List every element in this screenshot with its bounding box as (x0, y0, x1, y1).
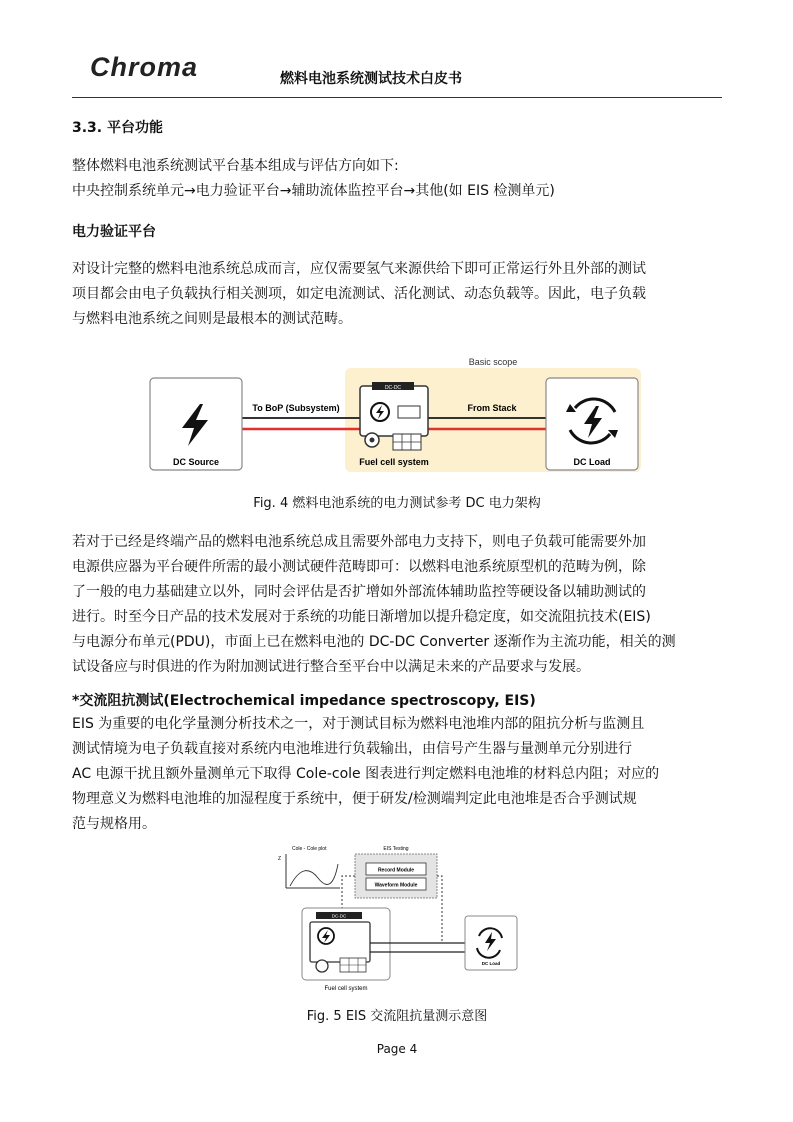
section-intro (72, 154, 722, 204)
figure-4-diagram (148, 352, 648, 482)
waveform-module-label: Waveform Module (374, 882, 418, 889)
power-paragraph (72, 257, 722, 332)
dc-load-label: DC Load (481, 961, 501, 966)
dotted-link-left (342, 876, 355, 908)
paragraph-line: 测试情境为电子负载直接对系统内电池堆进行负载输出，由信号产生器与量测单元分别进行 (72, 741, 632, 757)
dc-source-label: DC Source (172, 457, 220, 467)
to-bop-label: To BoP (Subsystem) (252, 403, 340, 413)
fuel-cell-label: Fuel cell system (359, 457, 429, 467)
dotted-link-right (437, 876, 442, 943)
paragraph-line: 项目都会由电子负载执行相关测项，如定电流测试、活化测试、动态负载等。因此，电子负载 (72, 286, 646, 302)
section-heading: 3.3. 平台功能 (72, 120, 163, 136)
fan-icon (316, 960, 328, 972)
document-title: 燃料电池系统测试技术白皮书 (280, 71, 462, 87)
paragraph-line: 对设计完整的燃料电池系统总成而言，应仅需要氢气来源供给下即可正常运行外且外部的测试 (72, 261, 646, 277)
eis-testing-box (355, 854, 437, 898)
header-divider (72, 97, 722, 98)
paragraph-line: 若对于已经是终端产品的燃料电池系统总成且需要外部电力支持下，则电子负载可能需要外加 (72, 534, 646, 550)
end-product-paragraph (72, 530, 722, 680)
from-stack-label: From Stack (467, 403, 517, 413)
paragraph-line: 进行。时至今日产品的技术发展对于系统的功能日渐增加以提升稳定度，如交流阻抗技术(EIS) (72, 609, 651, 625)
paragraph-line: 了一般的电力基础建立以外，同时会评估是否扩增如外部流体辅助监控等硬设备以辅助测试的 (72, 584, 646, 600)
cole-plot-label: Cole - Cole plot (292, 846, 327, 852)
page-number: Page 4 (376, 1042, 418, 1056)
intro-line: 整体燃料电池系统测试平台基本组成与评估方向如下: (72, 158, 399, 174)
intro-line: 中央控制系统单元→电力验证平台→辅助流体监控平台→其他(如 EIS 检测单元) (72, 183, 555, 199)
dcdc-label: DC-DC (384, 385, 402, 391)
paragraph-line: 范与规格用。 (72, 816, 156, 832)
chroma-logo: Chroma (90, 52, 199, 82)
eis-heading: *交流阻抗测试(Electrochemical impedance spectroscopy, EIS) (72, 693, 536, 709)
fuel-cell-label: Fuel cell system (324, 986, 368, 992)
figure-4-caption: Fig. 4 燃料电池系统的电力测试参考 DC 电力架构 (253, 496, 541, 511)
basic-scope-label: Basic scope (468, 357, 518, 367)
paragraph-line: AC 电源干扰且额外量测单元下取得 Cole-cole 图表进行判定燃料电池堆的材料总内阻；对应的 (72, 766, 660, 782)
paragraph-line: 电源供应器为平台硬件所需的最小测试硬件范畴即可：以燃料电池系统原型机的范畴为例，除 (72, 559, 646, 575)
cole-curve (290, 864, 338, 886)
eis-paragraph (72, 712, 722, 837)
z-axis-label: Z (278, 856, 282, 862)
paragraph-line: 试设备应与时俱进的作为附加测试进行整合至平台中以满足未来的产品要求与发展。 (72, 659, 590, 675)
figure-5-caption: Fig. 5 EIS 交流阻抗量测示意图 (306, 1009, 488, 1024)
dcdc-label: DC-DC (331, 913, 347, 919)
paragraph-line: 物理意义为燃料电池堆的加湿程度于系统中，便于研发/检测端判定此电池堆是否合乎测试规 (72, 791, 637, 807)
paragraph-line: 与燃料电池系统之间则是最根本的测试范畴。 (72, 311, 352, 327)
figure-5-diagram (270, 840, 525, 995)
record-module-label: Record Module (377, 867, 415, 874)
eis-testing-label: EIS Testing (383, 846, 409, 852)
paragraph-line: EIS 为重要的电化学量测分析技术之一，对于测试目标为燃料电池堆内部的阻抗分析与监测且 (72, 716, 645, 732)
paragraph-line: 与电源分布单元(PDU)，市面上已在燃料电池的 DC-DC Converter 逐渐作为主流功能，相关的测 (72, 634, 676, 650)
power-heading: 电力验证平台 (72, 224, 156, 240)
dc-load-label: DC Load (573, 457, 611, 467)
